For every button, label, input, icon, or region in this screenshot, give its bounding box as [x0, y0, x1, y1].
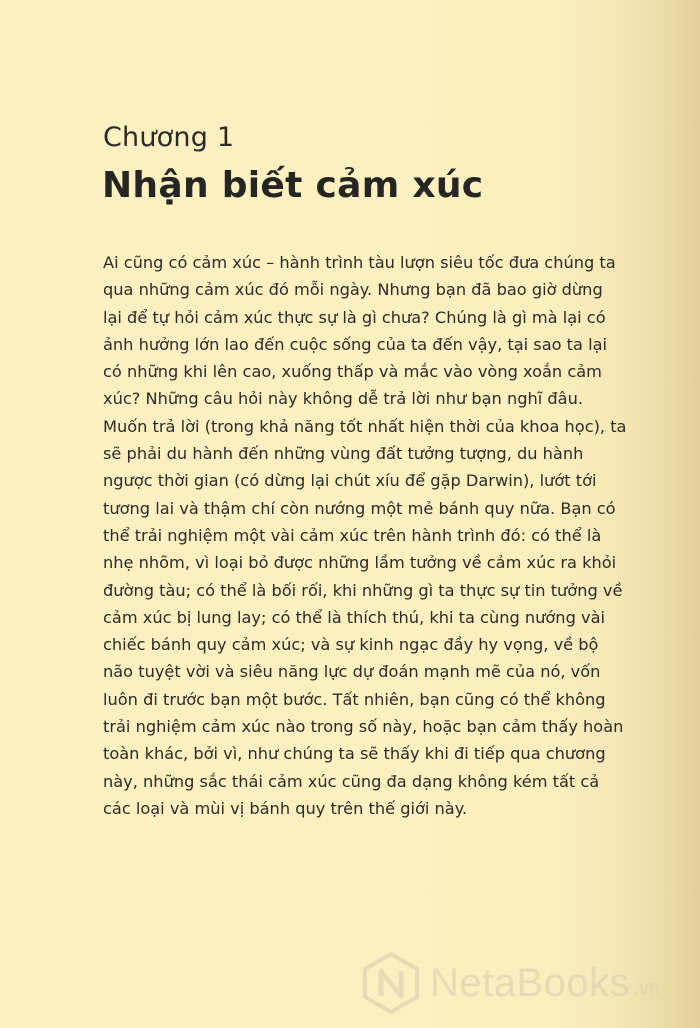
text-line: này, những sắc thái cảm xúc cũng đa dạng không kém tất cả [103, 771, 600, 791]
text-line: qua những cảm xúc đó mỗi ngày. Nhưng bạn đã bao giờ dừng [103, 280, 603, 300]
text-line: cảm xúc bị lung lay; có thể là thích thú, khi ta cùng nướng vài [103, 607, 605, 627]
text-line: sẽ phải du hành đến những vùng đất tưởng tượng, du hành [103, 444, 584, 464]
text-line: toàn khác, bởi vì, như chúng ta sẽ thấy khi đi tiếp qua chương [103, 744, 606, 764]
text-line: tương lai và thậm chí còn nướng một mẻ bánh quy nữa. Bạn có [103, 498, 616, 518]
text-line: chiếc bánh quy cảm xúc; và sự kinh ngạc đầy hy vọng, về bộ [103, 635, 599, 655]
watermark-text: NetaBooks [430, 960, 631, 1005]
text-line: não tuyệt vời và siêu năng lực dự đoán mạnh mẽ của nó, vốn [103, 662, 601, 682]
text-line: ngược thời gian (có dừng lại chút xíu để gặp Darwin), lướt tới [103, 471, 597, 491]
text-line: thể trải nghiệm một vài cảm xúc trên hành trình đó: có thể là [103, 525, 602, 545]
text-line: luôn đi trước bạn một bước. Tất nhiên, bạn cũng có thể không [103, 689, 606, 709]
netabooks-logo-icon [362, 952, 420, 1014]
text-line: ảnh hưởng lớn lao đến cuộc sống của ta đến vậy, tại sao ta lại [103, 334, 608, 354]
text-line: Ai cũng có cảm xúc – hành trình tàu lượn siêu tốc đưa chúng ta [103, 253, 616, 272]
text-line: đường tàu; có thể là bối rối, khi những gì ta thực sự tin tưởng về [103, 580, 623, 600]
text-line: nhẹ nhõm, vì loại bỏ được những lầm tưởng về cảm xúc ra khỏi [103, 553, 617, 573]
watermark-suffix: .vn [633, 976, 660, 999]
text-line: trải nghiệm cảm xúc nào trong số này, hoặc bạn cảm thấy hoàn [103, 717, 624, 737]
chapter-title: Nhận biết cảm xúc [102, 165, 484, 206]
chapter-number: Chương 1 [103, 122, 235, 153]
text-line: Muốn trả lời (trong khả năng tốt nhất hiện thời của khoa học), ta [103, 416, 627, 436]
text-line: các loại và mùi vị bánh quy trên thế giới này. [103, 798, 468, 818]
text-line: lại để tự hỏi cảm xúc thực sự là gì chưa? Chúng là gì mà lại có [103, 307, 606, 327]
text-line: xúc? Những câu hỏi này không dễ trả lời như bạn nghĩ đâu. [103, 389, 583, 409]
body-paragraph [103, 249, 627, 822]
text-line: có những khi lên cao, xuống thấp và mắc vào vòng xoắn cảm [103, 362, 602, 382]
watermark [362, 951, 660, 1015]
